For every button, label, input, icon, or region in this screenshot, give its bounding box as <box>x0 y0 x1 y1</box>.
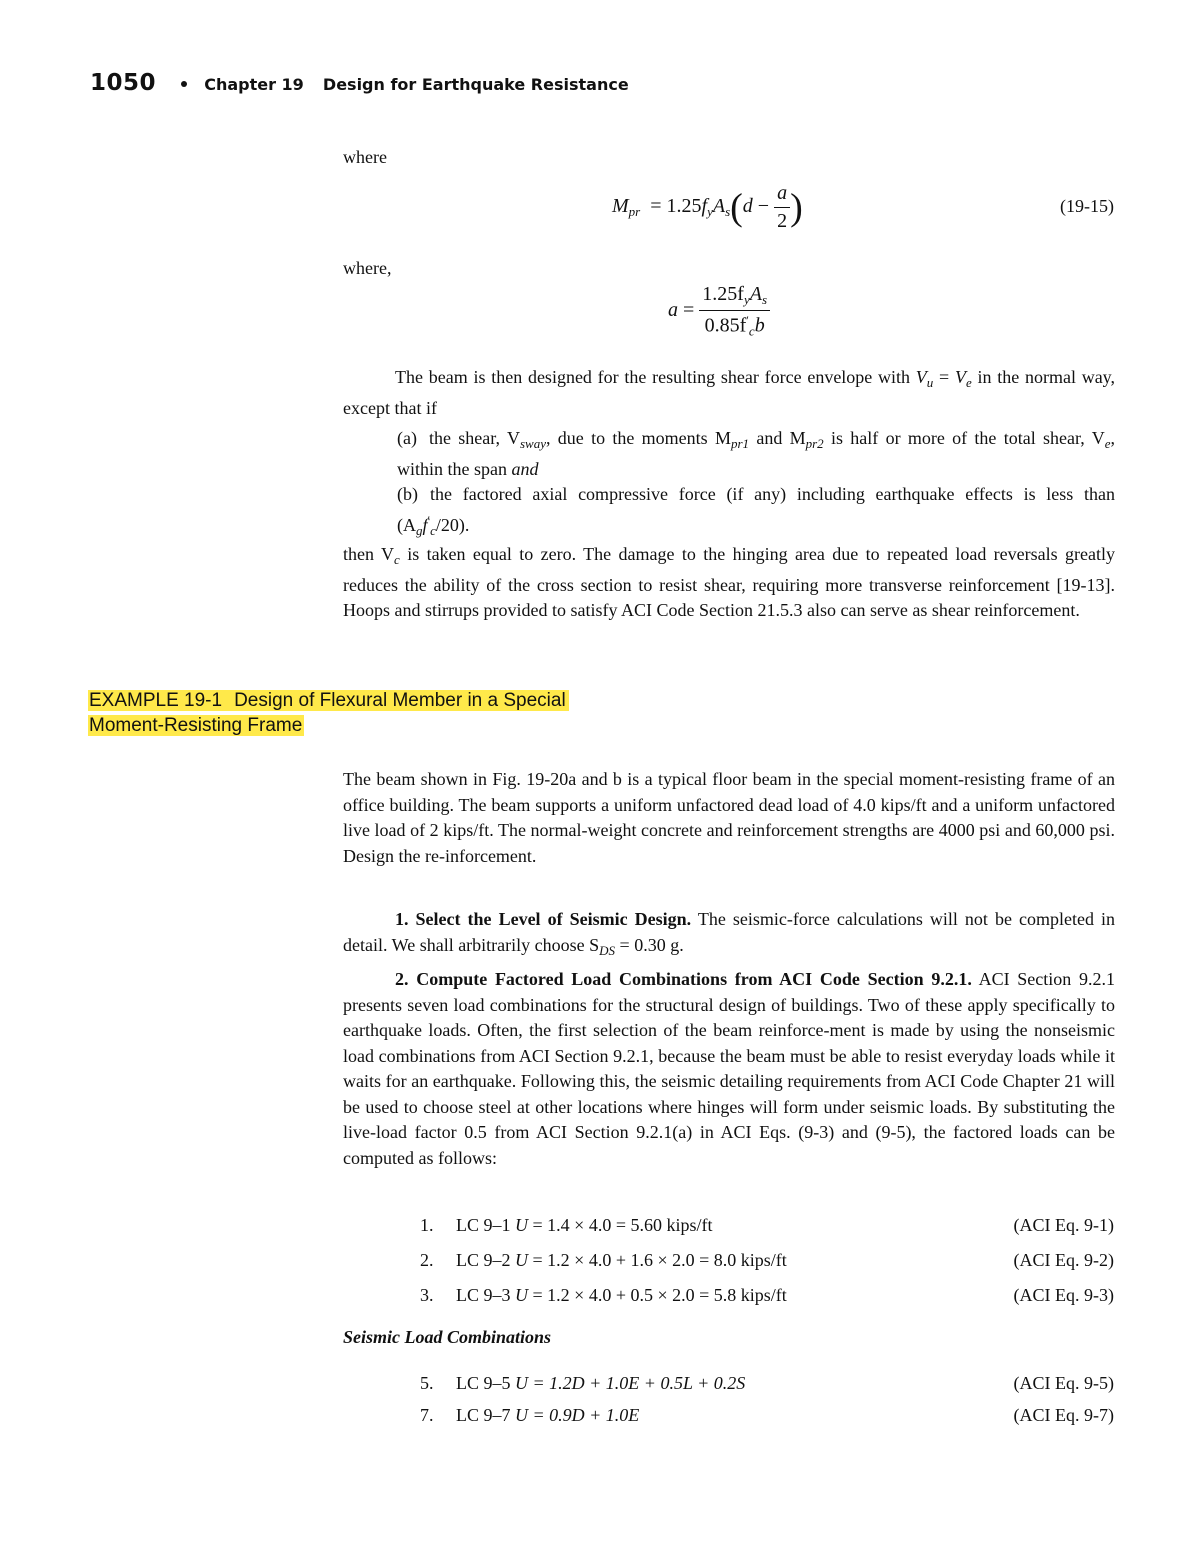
chapter-title: Design for Earthquake Resistance <box>322 75 629 94</box>
seismic-combo-5: 5. LC 9–5 U = 1.2D + 1.0E + 0.5L + 0.2S <box>420 1373 746 1393</box>
chapter-number: Chapter 19 <box>204 75 304 94</box>
paragraph-vc-zero: then $V_c$ is taken equal to zero. The damage to the hinging area due to repeated load reversals greatly reduces the ability of the cross section to resist shear, requiring more transverse reinforcement [19-13]. Hoops and stirrups provided to satisfy ACI Code Section 21.5.3 also can serve as shear reinforcement. <box>343 544 1115 620</box>
load-combo-1: 1. LC 9–1 U = 1.4 × 4.0 = 5.60 kips/ft <box>420 1215 713 1235</box>
load-combo-2-ref: (ACI Eq. 9-2) <box>1013 1250 1114 1270</box>
equation-number: (19-15) <box>1060 196 1114 216</box>
load-combo-3: 3. LC 9–3 U = 1.2 × 4.0 + 0.5 × 2.0 = 5.8 kips/ft <box>420 1285 787 1305</box>
condition-a: (a) the shear, $V_{sway}$, due to the moments $M_{pr1}$ and $M_{pr2}$ is half or more of the total shear, $V_e$, within the span and <box>397 428 1116 479</box>
where-label: where <box>343 147 387 167</box>
paragraph-shear-envelope: The beam is then designed for the resulting shear force envelope with $V_u = V_e$ in the normal way, except that if <box>343 367 1116 418</box>
running-header <box>90 70 629 100</box>
load-combo-2: 2. LC 9–2 U = 1.2 × 4.0 + 1.6 × 2.0 = 8.0 kips/ft <box>420 1250 787 1270</box>
example-number: EXAMPLE 19-1 <box>89 690 223 711</box>
load-combo-1-ref: (ACI Eq. 9-1) <box>1013 1215 1114 1235</box>
seismic-combo-7-ref: (ACI Eq. 9-7) <box>1013 1405 1114 1425</box>
step-1: 1. Select the Level of Seismic Design. The seismic-force calculations will not be completed in detail. We shall arbitrarily choose $S_{DS} = 0.30$ g. <box>343 909 1115 958</box>
condition-b: (b) the factored axial compressive force (if any) including earthquake effects is less than $(A_gf'_c/20)$. <box>397 484 1115 538</box>
seismic-combo-7: 7. LC 9–7 U = 0.9D + 1.0E <box>420 1405 640 1425</box>
example-title-line2: Moment-Resisting Frame <box>89 715 303 736</box>
example-heading <box>88 688 569 738</box>
step-2: 2. Compute Factored Load Combinations from ACI Code Section 9.2.1. ACI Section 9.2.1 presents seven load combinations for the structural design of buildings. Two of these apply specifically to earthquake loads. Often, the first selection of the beam reinforce-ment is made by using the nonseismic load combinations from ACI Section 9.2.1, because the beam must be able to resist everyday loads while it waits for an earthquake. Following this, the seismic detailing requirements from ACI Code Chapter 21 will be used to choose steel at other locations where hinges will form under seismic loads. By substituting the live-load factor 0.5 from ACI Section 9.2.1(a) in ACI Eqs. (9-3) and (9-5), the factored loads can be computed as follows: <box>343 969 1116 1168</box>
seismic-combos-heading: Seismic Load Combinations <box>343 1327 552 1347</box>
equation-19-15: $M_{pr} = 1.25f_yA_s(d$ − $\frac{a}{2}$ ) <box>612 182 803 232</box>
equation-a: a = $\frac{1.25f_yA_s}{0.85f'_cb}$ <box>668 283 770 340</box>
seismic-combo-5-ref: (ACI Eq. 9-5) <box>1013 1373 1114 1393</box>
example-title-line1: Design of Flexural Member in a Special <box>234 690 566 711</box>
load-combo-3-ref: (ACI Eq. 9-3) <box>1013 1285 1114 1305</box>
example-problem-statement: The beam shown in Fig. 19-20a and b is a typical floor beam in the special moment-resisting frame of an office building. The beam supports a uniform unfactored dead load of 4.0 kips/ft and a uniform unfactored live load of 2 kips/ft. The normal-weight concrete and reinforcement strengths are 4000 psi and 60,000 psi. Design the re-inforcement. <box>343 769 1115 866</box>
page-number: 1050 <box>90 70 157 96</box>
bullet-icon <box>181 81 187 87</box>
where-label: where, <box>343 258 392 278</box>
